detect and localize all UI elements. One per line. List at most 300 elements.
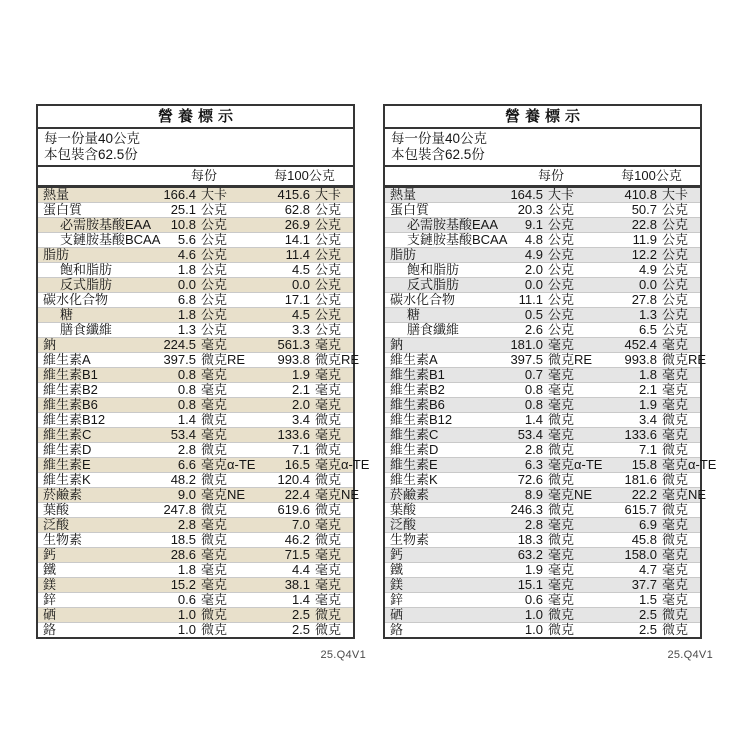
per-serving-value: 1.8 xyxy=(177,262,196,277)
per-serving-unit: 毫克 xyxy=(548,577,575,592)
nutrient-label: 碳水化合物 xyxy=(43,292,109,307)
nutrient-label: 脂肪 xyxy=(43,247,70,262)
per-100g-value: 46.2 xyxy=(284,532,311,547)
per-serving-unit: 毫克 xyxy=(548,382,575,397)
per-serving-unit: 毫克 xyxy=(201,562,228,577)
nutrient-label: 碳水化合物 xyxy=(390,292,456,307)
per-100g-unit: 微克 xyxy=(662,622,689,637)
per-100g-unit: 毫克 xyxy=(315,382,342,397)
per-serving-unit: 公克 xyxy=(548,232,575,247)
table-row xyxy=(38,623,353,638)
table-row xyxy=(38,353,353,368)
per-100g-value: 1.8 xyxy=(638,367,658,382)
per-serving-value: 1.4 xyxy=(524,412,543,427)
per-100g-unit: 公克 xyxy=(662,322,689,337)
table-row xyxy=(385,518,700,533)
per-100g-unit: 毫克 xyxy=(662,562,689,577)
table-row xyxy=(385,293,700,308)
nutrient-label: 鈣 xyxy=(43,547,57,562)
per-serving-value: 224.5 xyxy=(163,337,196,352)
nutrient-label: 維生素D xyxy=(390,442,439,457)
per-100g-value: 4.9 xyxy=(638,262,658,277)
table-body xyxy=(385,187,717,638)
per-100g-unit: 毫克 xyxy=(662,547,689,562)
per-100g-value: 27.8 xyxy=(631,292,658,307)
per-100g-value: 71.5 xyxy=(284,547,311,562)
per-100g-value: 7.0 xyxy=(291,517,311,532)
nutrient-label: 維生素B1 xyxy=(390,367,445,382)
table-row xyxy=(38,308,353,323)
per-serving-value: 0.8 xyxy=(177,382,196,397)
per-100g-value: 7.1 xyxy=(291,442,311,457)
per-100g-unit: 公克 xyxy=(315,292,342,307)
per-serving-unit: 毫克 xyxy=(201,397,228,412)
nutrient-label: 硒 xyxy=(43,607,57,622)
nutrient-label: 維生素A xyxy=(390,352,438,367)
nutrient-label: 維生素B6 xyxy=(43,397,98,412)
per-serving-value: 63.2 xyxy=(517,547,543,562)
nutrient-label: 生物素 xyxy=(43,532,83,547)
nutrient-label: 維生素B2 xyxy=(390,382,445,397)
per-100g-unit: 大卡 xyxy=(315,187,342,202)
serving-info xyxy=(385,129,700,167)
table-row xyxy=(38,488,353,503)
right-column xyxy=(383,104,717,661)
nutrient-label: 脂肪 xyxy=(390,247,417,262)
per-serving-unit: 微克 xyxy=(201,532,228,547)
per-100g-value: 17.1 xyxy=(284,292,311,307)
per-100g-unit: 毫克α-TE xyxy=(662,457,717,472)
per-100g-value: 133.6 xyxy=(277,427,311,442)
per-100g-value: 619.6 xyxy=(277,502,311,517)
per-100g-value: 14.1 xyxy=(284,232,311,247)
col-header-per-100g: 每100公克 xyxy=(603,167,700,187)
per-100g-value: 0.0 xyxy=(638,277,658,292)
table-row xyxy=(38,278,353,293)
per-100g-value: 1.9 xyxy=(638,397,658,412)
nutrient-label: 糖 xyxy=(60,307,74,322)
nutrient-label: 鉻 xyxy=(43,622,57,637)
per-100g-value: 4.7 xyxy=(638,562,658,577)
per-100g-value: 452.4 xyxy=(624,337,658,352)
per-serving-value: 1.8 xyxy=(177,307,196,322)
nutrient-table xyxy=(385,167,717,637)
table-row xyxy=(385,458,700,473)
per-100g-value: 62.8 xyxy=(284,202,311,217)
per-serving-unit: 毫克 xyxy=(201,367,228,382)
per-serving-unit: 大卡 xyxy=(548,187,575,202)
nutrient-label: 維生素D xyxy=(43,442,92,457)
per-100g-value: 2.5 xyxy=(638,607,658,622)
per-serving-unit: 毫克 xyxy=(548,427,575,442)
table-row xyxy=(385,263,700,278)
per-serving-unit: 微克 xyxy=(548,607,575,622)
per-serving-unit: 毫克 xyxy=(201,337,228,352)
table-row xyxy=(385,278,700,293)
table-row xyxy=(385,548,700,563)
per-serving-unit: 公克 xyxy=(201,262,228,277)
table-row xyxy=(38,338,353,353)
per-100g-unit: 公克 xyxy=(662,277,689,292)
per-100g-unit: 微克 xyxy=(662,442,689,457)
nutrient-label: 鈣 xyxy=(390,547,404,562)
nutrient-label: 泛酸 xyxy=(390,517,417,532)
nutrient-label: 必需胺基酸EAA xyxy=(60,217,152,232)
per-serving-value: 4.6 xyxy=(177,247,196,262)
per-100g-unit: 微克RE xyxy=(315,352,360,367)
per-100g-unit: 微克 xyxy=(315,472,342,487)
per-100g-unit: 毫克 xyxy=(315,562,342,577)
table-row xyxy=(385,323,700,338)
per-100g-value: 1.3 xyxy=(638,307,658,322)
per-serving-unit: 公克 xyxy=(201,292,228,307)
nutrient-label: 生物素 xyxy=(390,532,430,547)
nutrient-label: 反式脂肪 xyxy=(407,277,460,292)
per-100g-unit: 公克 xyxy=(315,232,342,247)
per-serving-value: 0.8 xyxy=(524,382,543,397)
table-row xyxy=(385,218,700,233)
per-100g-unit: 公克 xyxy=(662,217,689,232)
per-serving-unit: 公克 xyxy=(548,262,575,277)
per-serving-value: 6.3 xyxy=(524,457,543,472)
per-100g-value: 2.5 xyxy=(291,607,311,622)
col-header-per-serving: 每份 xyxy=(499,167,603,187)
table-row xyxy=(38,368,353,383)
per-100g-unit: 毫克 xyxy=(315,397,342,412)
nutrition-table-right xyxy=(383,104,717,639)
per-100g-unit: 微克 xyxy=(315,502,342,517)
nutrient-label: 泛酸 xyxy=(43,517,70,532)
per-100g-unit: 微克RE xyxy=(662,352,707,367)
per-serving-value: 164.5 xyxy=(510,187,543,202)
table-row xyxy=(38,398,353,413)
version-code-right: 25.Q4V1 xyxy=(667,649,713,661)
per-serving-value: 1.4 xyxy=(177,412,196,427)
table-body xyxy=(38,187,370,638)
per-100g-value: 3.4 xyxy=(638,412,658,427)
per-100g-unit: 毫克α-TE xyxy=(315,457,370,472)
per-serving-value: 28.6 xyxy=(170,547,196,562)
per-serving-value: 2.0 xyxy=(524,262,543,277)
table-row xyxy=(385,308,700,323)
per-serving-unit: 微克 xyxy=(201,502,228,517)
per-serving-unit: 微克 xyxy=(548,412,575,427)
per-serving-unit: 公克 xyxy=(201,217,228,232)
table-row xyxy=(385,203,700,218)
per-serving-value: 0.5 xyxy=(524,307,543,322)
nutrient-label: 鋅 xyxy=(43,592,57,607)
per-serving-value: 9.1 xyxy=(524,217,543,232)
table-row xyxy=(38,383,353,398)
per-100g-value: 4.5 xyxy=(291,262,311,277)
nutrient-label: 維生素B2 xyxy=(43,382,98,397)
per-100g-value: 993.8 xyxy=(277,352,311,367)
per-100g-unit: 毫克NE xyxy=(662,487,707,502)
table-row xyxy=(385,187,700,203)
per-serving-unit: 毫克 xyxy=(201,592,228,607)
per-100g-unit: 公克 xyxy=(662,262,689,277)
nutrient-label: 維生素B1 xyxy=(43,367,98,382)
per-100g-value: 133.6 xyxy=(624,427,658,442)
table-row xyxy=(38,503,353,518)
nutrient-label: 維生素C xyxy=(43,427,92,442)
per-100g-value: 561.3 xyxy=(277,337,311,352)
per-100g-value: 11.9 xyxy=(632,232,658,247)
per-serving-unit: 微克 xyxy=(548,532,575,547)
per-100g-value: 415.6 xyxy=(277,187,311,202)
per-100g-unit: 毫克 xyxy=(315,367,342,382)
per-100g-unit: 微克 xyxy=(315,412,342,427)
col-header-per-100g: 每100公克 xyxy=(256,167,353,187)
table-row xyxy=(385,248,700,263)
per-serving-unit: 公克 xyxy=(548,202,575,217)
per-serving-unit: 公克 xyxy=(201,202,228,217)
per-100g-unit: 公克 xyxy=(315,262,342,277)
per-serving-unit: 毫克 xyxy=(201,517,228,532)
col-header-per-serving: 每份 xyxy=(152,167,256,187)
nutrient-label: 維生素A xyxy=(43,352,91,367)
per-serving-value: 2.6 xyxy=(524,322,543,337)
per-serving-value: 246.3 xyxy=(510,502,543,517)
per-serving-unit: 公克 xyxy=(201,247,228,262)
servings-per-pack-line: 本包裝含62.5份 xyxy=(391,147,485,162)
nutrient-table xyxy=(38,167,370,637)
per-serving-unit: 微克 xyxy=(201,607,228,622)
per-100g-value: 2.0 xyxy=(291,397,311,412)
table-header-row xyxy=(38,167,353,187)
per-serving-unit: 毫克 xyxy=(548,397,575,412)
per-100g-unit: 毫克 xyxy=(662,517,689,532)
table-row xyxy=(385,533,700,548)
per-100g-value: 120.4 xyxy=(277,472,311,487)
table-row xyxy=(385,473,700,488)
per-100g-value: 37.7 xyxy=(631,577,658,592)
per-serving-unit: 毫克 xyxy=(548,592,575,607)
table-row xyxy=(385,353,700,368)
per-serving-value: 10.8 xyxy=(170,217,196,232)
per-100g-unit: 公克 xyxy=(662,232,689,247)
table-row xyxy=(38,293,353,308)
per-serving-value: 0.8 xyxy=(177,397,196,412)
per-serving-unit: 公克 xyxy=(201,322,228,337)
per-serving-value: 1.8 xyxy=(177,562,196,577)
per-serving-value: 48.2 xyxy=(170,472,196,487)
serving-size-line: 每一份量40公克 xyxy=(44,131,141,146)
table-row xyxy=(38,443,353,458)
per-serving-value: 15.1 xyxy=(517,577,543,592)
nutrient-label: 維生素E xyxy=(390,457,438,472)
version-code-left: 25.Q4V1 xyxy=(320,649,366,661)
table-row xyxy=(38,263,353,278)
table-row xyxy=(38,458,353,473)
table-row xyxy=(38,608,353,623)
serving-size-line: 每一份量40公克 xyxy=(391,131,488,146)
per-100g-unit: 微克 xyxy=(662,412,689,427)
per-100g-unit: 公克 xyxy=(315,217,342,232)
nutrient-label: 飽和脂肪 xyxy=(60,262,113,277)
per-100g-value: 4.5 xyxy=(291,307,311,322)
per-serving-unit: 毫克 xyxy=(201,577,228,592)
per-serving-unit: 毫克 xyxy=(548,517,575,532)
per-serving-unit: 微克RE xyxy=(201,352,246,367)
nutrient-label: 必需胺基酸EAA xyxy=(407,217,499,232)
per-100g-value: 2.1 xyxy=(638,382,658,397)
table-row xyxy=(38,563,353,578)
per-100g-value: 26.9 xyxy=(284,217,311,232)
per-100g-unit: 公克 xyxy=(662,247,689,262)
per-100g-value: 410.8 xyxy=(624,187,658,202)
table-row xyxy=(38,428,353,443)
per-serving-unit: 毫克 xyxy=(548,562,575,577)
nutrient-label: 糖 xyxy=(407,307,421,322)
table-row xyxy=(38,248,353,263)
table-row xyxy=(385,383,700,398)
per-serving-unit: 微克RE xyxy=(548,352,593,367)
per-serving-value: 247.8 xyxy=(163,502,196,517)
per-100g-unit: 公克 xyxy=(662,292,689,307)
nutrient-label: 維生素K xyxy=(43,472,91,487)
per-100g-value: 615.7 xyxy=(624,502,658,517)
nutrient-label: 鐵 xyxy=(43,562,57,577)
table-header-row xyxy=(385,167,700,187)
label-columns xyxy=(36,104,717,661)
per-serving-unit: 毫克 xyxy=(548,337,575,352)
per-serving-value: 181.0 xyxy=(510,337,543,352)
per-serving-value: 11.1 xyxy=(518,292,543,307)
nutrient-label: 維生素C xyxy=(390,427,439,442)
per-serving-value: 2.8 xyxy=(524,517,543,532)
per-100g-unit: 公克 xyxy=(315,247,342,262)
table-title: 營養標示 xyxy=(385,106,700,129)
per-serving-unit: 毫克 xyxy=(201,427,228,442)
per-100g-value: 15.8 xyxy=(631,457,658,472)
per-100g-unit: 微克 xyxy=(315,622,342,637)
per-serving-value: 72.6 xyxy=(517,472,543,487)
per-serving-unit: 微克 xyxy=(201,442,228,457)
per-serving-unit: 微克 xyxy=(548,472,575,487)
per-100g-value: 0.0 xyxy=(291,277,311,292)
table-row xyxy=(385,503,700,518)
per-serving-value: 0.0 xyxy=(177,277,196,292)
nutrient-label: 反式脂肪 xyxy=(60,277,113,292)
table-row xyxy=(38,533,353,548)
per-100g-unit: 公克 xyxy=(315,277,342,292)
per-serving-value: 2.8 xyxy=(177,517,196,532)
per-serving-value: 0.6 xyxy=(177,592,196,607)
column-header-row xyxy=(38,167,353,187)
nutrient-label: 膳食纖維 xyxy=(60,322,113,337)
per-100g-value: 2.5 xyxy=(638,622,658,637)
per-serving-unit: 毫克 xyxy=(201,382,228,397)
per-serving-unit: 微克 xyxy=(201,472,228,487)
nutrient-label: 鈉 xyxy=(390,337,404,352)
nutrient-label: 菸鹼素 xyxy=(390,487,430,502)
nutrient-label: 維生素E xyxy=(43,457,91,472)
per-100g-unit: 微克 xyxy=(662,532,689,547)
per-100g-value: 45.8 xyxy=(631,532,658,547)
per-100g-unit: 微克 xyxy=(662,502,689,517)
per-serving-value: 0.7 xyxy=(524,367,543,382)
per-100g-value: 6.5 xyxy=(638,322,658,337)
per-100g-value: 1.9 xyxy=(291,367,311,382)
per-serving-unit: 微克 xyxy=(548,442,575,457)
nutrient-label: 鎂 xyxy=(43,577,57,592)
nutrient-label: 熱量 xyxy=(390,187,417,202)
table-row xyxy=(38,187,353,203)
table-row xyxy=(38,203,353,218)
per-serving-value: 20.3 xyxy=(517,202,543,217)
per-serving-value: 0.6 xyxy=(524,592,543,607)
per-100g-value: 158.0 xyxy=(624,547,658,562)
per-serving-unit: 毫克 xyxy=(548,367,575,382)
nutrient-label: 支鏈胺基酸BCAA xyxy=(60,232,161,247)
per-100g-value: 50.7 xyxy=(631,202,658,217)
table-row xyxy=(38,473,353,488)
per-100g-value: 993.8 xyxy=(624,352,658,367)
table-row xyxy=(385,443,700,458)
per-serving-value: 9.0 xyxy=(177,487,196,502)
per-100g-value: 1.5 xyxy=(638,592,658,607)
per-serving-value: 1.0 xyxy=(177,622,196,637)
per-serving-unit: 毫克 xyxy=(548,547,575,562)
nutrition-table-left xyxy=(36,104,370,639)
per-serving-value: 15.2 xyxy=(170,577,196,592)
serving-info xyxy=(38,129,353,167)
per-100g-unit: 公克 xyxy=(662,202,689,217)
table-row xyxy=(38,218,353,233)
table-row xyxy=(38,593,353,608)
per-serving-value: 0.0 xyxy=(524,277,543,292)
column-header-row xyxy=(385,167,700,187)
per-100g-unit: 毫克 xyxy=(315,577,342,592)
nutrient-label: 維生素B12 xyxy=(43,412,106,427)
per-serving-unit: 毫克α-TE xyxy=(548,457,603,472)
table-row xyxy=(385,563,700,578)
per-serving-value: 1.9 xyxy=(524,562,543,577)
nutrient-label: 維生素K xyxy=(390,472,438,487)
table-row xyxy=(385,608,700,623)
per-100g-value: 3.3 xyxy=(291,322,311,337)
table-title: 營養標示 xyxy=(38,106,353,129)
nutrient-label: 鈉 xyxy=(43,337,57,352)
per-serving-unit: 公克 xyxy=(548,277,575,292)
per-serving-value: 18.3 xyxy=(517,532,543,547)
table-row xyxy=(38,578,353,593)
per-100g-unit: 毫克 xyxy=(662,337,689,352)
per-100g-value: 3.4 xyxy=(291,412,311,427)
table-row xyxy=(385,338,700,353)
nutrient-label: 鐵 xyxy=(390,562,404,577)
per-serving-value: 25.1 xyxy=(170,202,196,217)
per-100g-unit: 毫克 xyxy=(315,427,342,442)
table-row xyxy=(38,548,353,563)
per-100g-value: 1.4 xyxy=(291,592,311,607)
per-serving-value: 18.5 xyxy=(170,532,196,547)
table-row xyxy=(38,323,353,338)
per-100g-value: 11.4 xyxy=(285,247,311,262)
per-serving-value: 1.0 xyxy=(177,607,196,622)
per-100g-value: 22.4 xyxy=(284,487,311,502)
table-row xyxy=(385,488,700,503)
nutrient-label: 蛋白質 xyxy=(390,202,430,217)
per-serving-value: 53.4 xyxy=(170,427,196,442)
per-100g-unit: 公克 xyxy=(662,307,689,322)
per-100g-unit: 毫克 xyxy=(662,367,689,382)
nutrient-label: 膳食纖維 xyxy=(407,322,460,337)
per-serving-unit: 毫克α-TE xyxy=(201,457,256,472)
per-serving-value: 5.6 xyxy=(177,232,196,247)
per-100g-unit: 毫克 xyxy=(315,592,342,607)
